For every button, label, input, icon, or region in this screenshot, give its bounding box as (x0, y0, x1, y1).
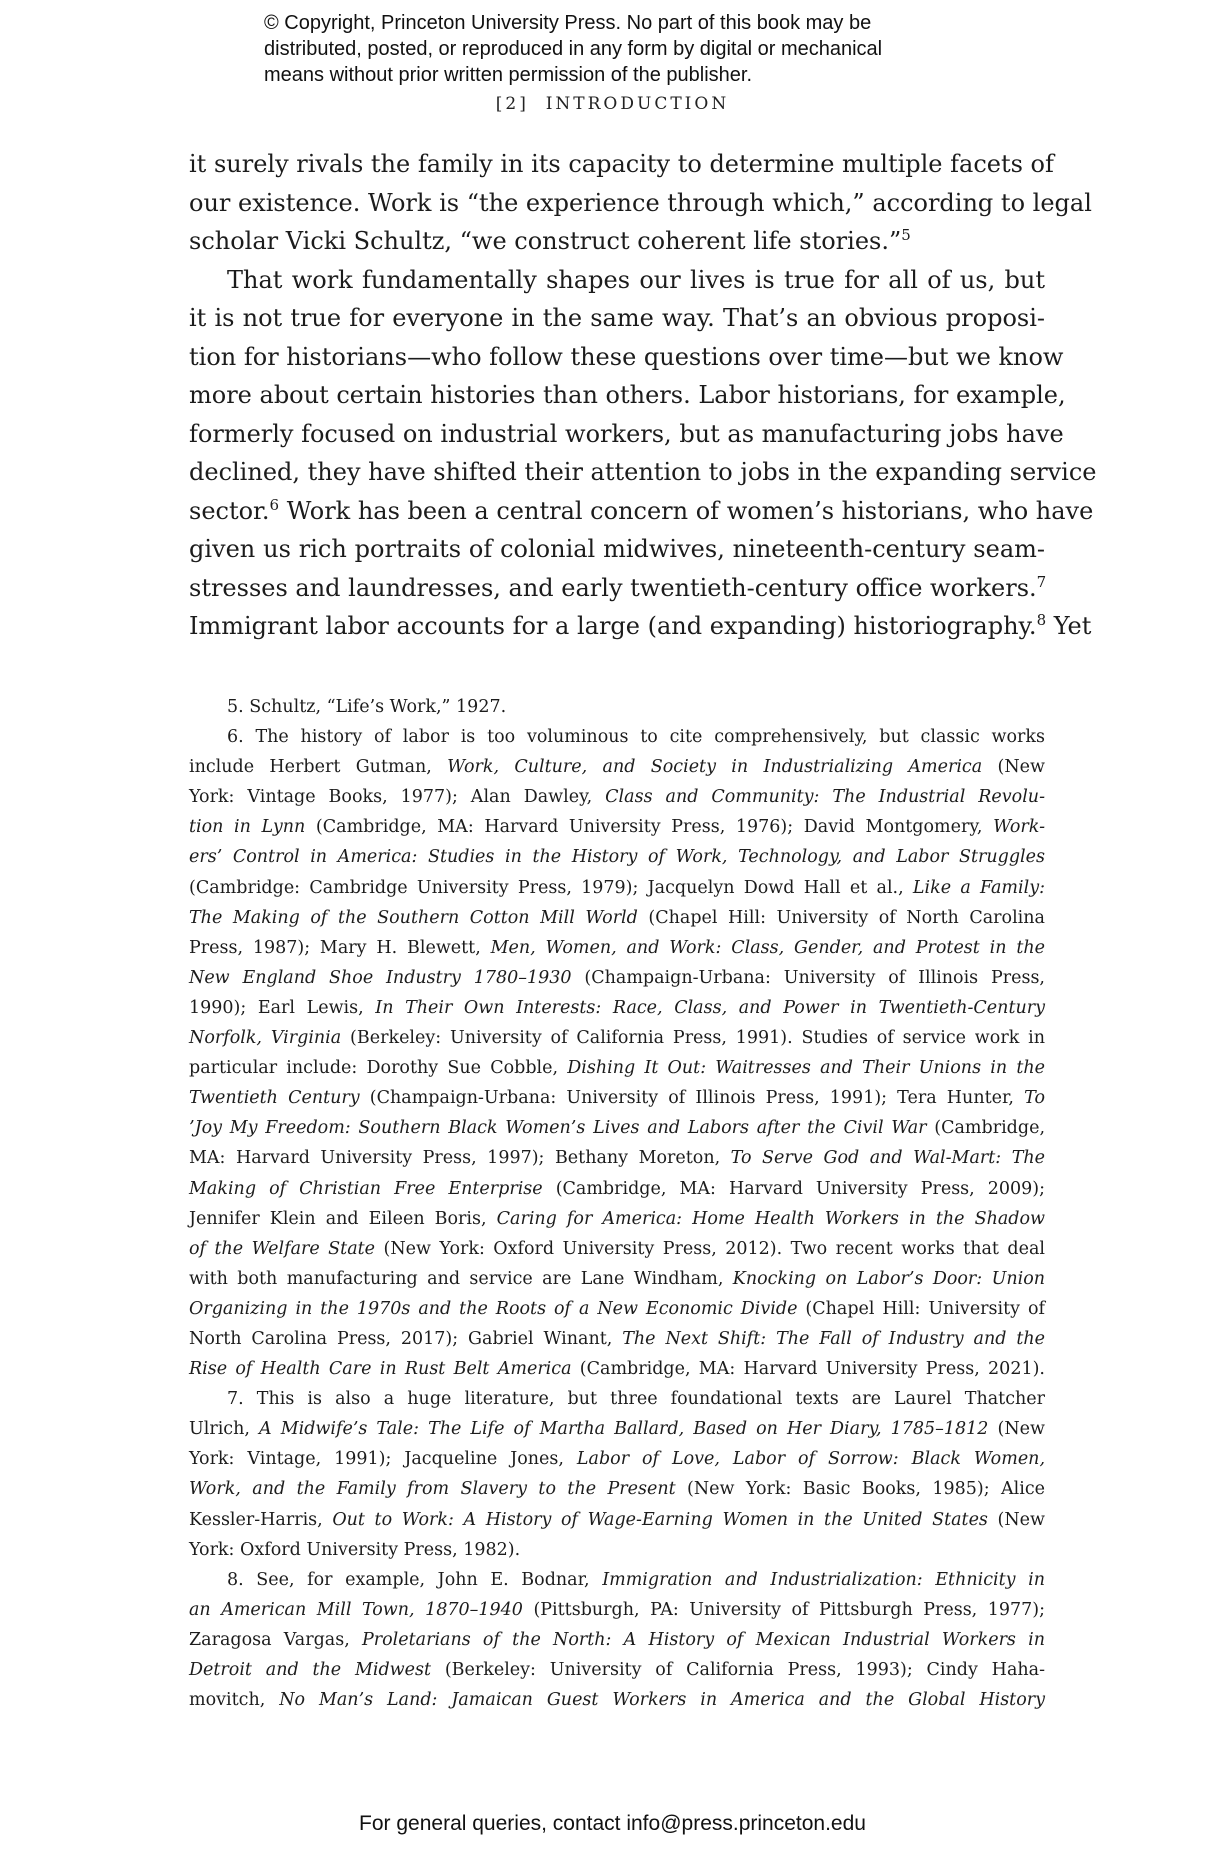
note-ref[interactable]: 8 (1036, 611, 1047, 629)
footnote-6-line: with both manufacturing and service are Lane Windham, Knocking on Labor’s Door: Union (189, 1268, 1046, 1289)
footnote-6-line: The Making of the Southern Cotton Mill World (Chapel Hill: University of North Carolina (189, 907, 1045, 928)
text-line: more about certain histories than others. Labor historians, for example, (189, 381, 1066, 409)
footnote-6-line: Rise of Health Care in Rust Belt America (Cambridge, MA: Harvard University Press, 2021). (189, 1359, 1045, 1380)
text-line: given us rich portraits of colonial midwives, nineteenth-century seam- (189, 535, 1045, 563)
footnote-8-line: 8. See, for example, John E. Bodnar, Immigration and Industrialization: Ethnicity in (227, 1569, 1045, 1590)
footnote-8-line: Zaragosa Vargas, Proletarians of the North: A History of Mexican Industrial Workers in (189, 1629, 1045, 1650)
footnote-6-line: of the Welfare State (New York: Oxford University Press, 2012). Two recent works that deal (189, 1238, 1045, 1259)
text-line: sector.$^6$ Work has been a central concern of women’s historians, who have (189, 495, 1094, 525)
footnote-6-line: 6. The history of labor is too voluminous to cite comprehensively, but classic works (227, 727, 1045, 748)
footnote-6-line: ers’ Control in America: Studies in the History of Work, Technology, and Labor Struggles (189, 847, 1045, 868)
text-line: That work fundamentally shapes our lives is true for all of us, but (227, 265, 1045, 294)
footnote-6-line: (Cambridge: Cambridge University Press, 1979); Jacquelyn Dowd Hall et al., Like a Family: (189, 877, 1045, 898)
footnote-6-line: include Herbert Gutman, Work, Culture, and Society in Industrializing America (New (189, 757, 1045, 778)
footnote-6-line: MA: Harvard University Press, 1997); Bethany Moreton, To Serve God and Wal-Mart: The (189, 1148, 1046, 1169)
footnote-7-line: Work, and the Family from Slavery to the Present (New York: Basic Books, 1985); Alice (189, 1479, 1045, 1500)
page-number: [2] (495, 94, 529, 114)
text-line: our existence. Work is “the experience through which,” according to legal (189, 188, 1092, 217)
footnote-8-line: an American Mill Town, 1870–1940 (Pittsburgh, PA: University of Pittsburgh Press, 1977); (189, 1599, 1045, 1620)
footnote-5: 5. Schultz, “Life’s Work,” 1927. (227, 697, 507, 717)
copyright-line: distributed, posted, or reproduced in any form by digital or mechanical (264, 38, 883, 60)
footnote-6-line: ’Joy My Freedom: Southern Black Women’s Lives and Labors after the Civil War (Cambridge, (189, 1118, 1046, 1139)
copyright-notice (264, 10, 984, 88)
copyright-line: © Copyright, Princeton University Press. No part of this book may be (264, 12, 872, 34)
text-line: formerly focused on industrial workers, but as manufacturing jobs have (189, 419, 1064, 448)
note-ref[interactable]: 5 (901, 226, 911, 244)
text-line: tion for historians—who follow these questions over time—but we know (189, 342, 1064, 371)
section-title: INTRODUCTION (545, 94, 730, 114)
footnote-6-line: Jennifer Klein and Eileen Boris, Caring for America: Home Health Workers in the Shadow (189, 1208, 1045, 1229)
text-line: it is not true for everyone in the same way. That’s an obvious proposi- (189, 304, 1045, 332)
footnote-6-line: particular include: Dorothy Sue Cobble, Dishing It Out: Waitresses and Their Unions in the (189, 1058, 1045, 1079)
running-head (0, 94, 1225, 114)
footnote-7-line: York: Oxford University Press, 1982). (189, 1539, 521, 1560)
body-text (189, 145, 1097, 646)
footnote-7-line: 7. This is also a huge literature, but three foundational texts are Laurel Thatcher (227, 1389, 1045, 1410)
footnote-6-line: Making of Christian Free Enterprise (Cambridge, MA: Harvard University Press, 2009); (189, 1178, 1046, 1199)
footer-contact: For general queries, contact info@press.princeton.edu (359, 1812, 866, 1835)
footnote-7-line: Kessler-Harris, Out to Work: A History of Wage-Earning Women in the United States (New (189, 1509, 1045, 1530)
footnote-6-line: North Carolina Press, 2017); Gabriel Winant, The Next Shift: The Fall of Industry and the (189, 1328, 1045, 1349)
footnote-8-line: Detroit and the Midwest (Berkeley: University of California Press, 1993); Cindy Haha- (189, 1660, 1045, 1680)
footnote-8-line: movitch, No Man’s Land: Jamaican Guest Workers in America and the Global History (189, 1690, 1045, 1711)
footnote-6-line: Twentieth Century (Champaign-Urbana: University of Illinois Press, 1991); Tera Hunter, To (189, 1088, 1045, 1109)
footnote-7-line: Ulrich, A Midwife’s Tale: The Life of Martha Ballard, Based on Her Diary, 1785–1812 (New (189, 1419, 1045, 1440)
copyright-line: means without prior written permission of the publisher. (264, 64, 753, 86)
text-line: scholar Vicki Schultz, “we construct coherent life stories.”$^5$ (189, 226, 911, 255)
note-ref[interactable]: 7 (1036, 572, 1047, 591)
footnotes (189, 692, 1045, 1715)
text-line: declined, they have shifted their attention to jobs in the expanding service (189, 458, 1097, 486)
text-line: stresses and laundresses, and early twentieth-century office workers.$^7$ (189, 572, 1047, 602)
text-line: Immigrant labor accounts for a large (and expanding) historiography.$^8$ Yet (189, 611, 1092, 640)
footnote-6-line: New England Shoe Industry 1780–1930 (Champaign-Urbana: University of Illinois Press, (189, 967, 1045, 988)
footnote-6-line: 1990); Earl Lewis, In Their Own Interests: Race, Class, and Power in Twentieth-Century (189, 997, 1045, 1018)
footnote-6-line: tion in Lynn (Cambridge, MA: Harvard University Press, 1976); David Montgomery, Work- (189, 817, 1046, 838)
footnote-7-line: York: Vintage, 1991); Jacqueline Jones, Labor of Love, Labor of Sorrow: Black Women, (189, 1449, 1046, 1470)
footnote-6-line: Norfolk, Virginia (Berkeley: University of California Press, 1991). Studies of service work in (189, 1028, 1045, 1049)
note-ref[interactable]: 6 (269, 495, 280, 514)
footnote-6-line: Organizing in the 1970s and the Roots of a New Economic Divide (Chapel Hill: University of (189, 1298, 1045, 1319)
text-line: it surely rivals the family in its capacity to determine multiple facets of (189, 150, 1054, 178)
footnote-6-line: York: Vintage Books, 1977); Alan Dawley, Class and Community: The Industrial Revolu- (189, 787, 1045, 808)
footnote-6-line: Press, 1987); Mary H. Blewett, Men, Women, and Work: Class, Gender, and Protest in the (189, 937, 1045, 958)
